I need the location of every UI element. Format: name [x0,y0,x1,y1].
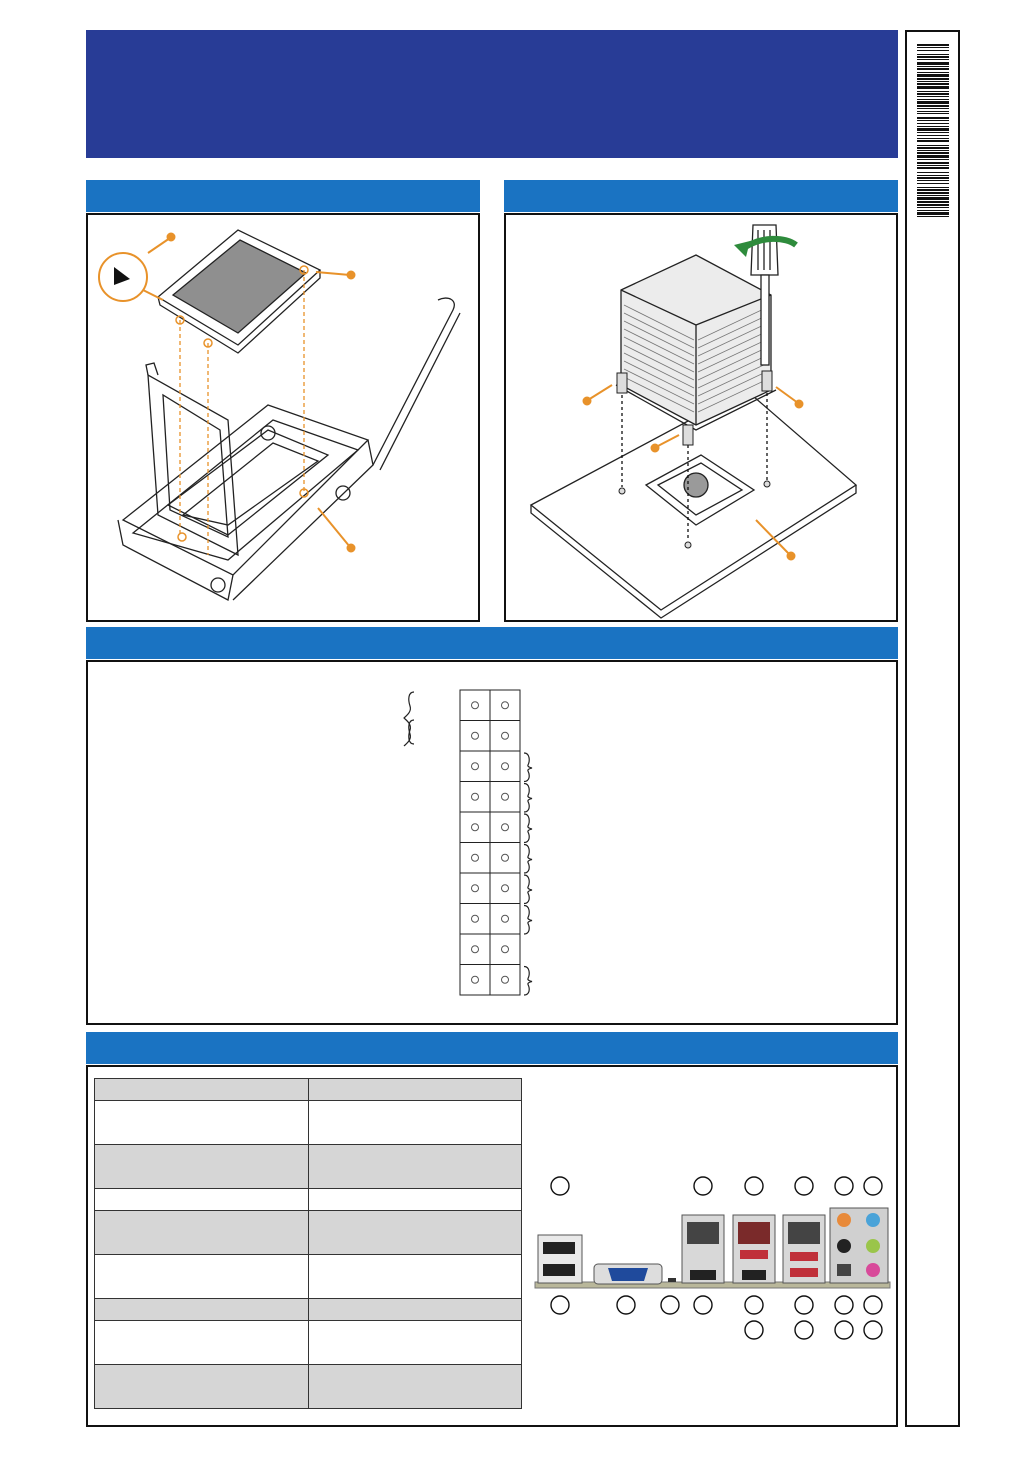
header-pin [472,885,479,892]
heatsink-install-panel [504,213,898,622]
pin-group-brace [524,845,532,874]
spec-cell [95,1079,309,1101]
header-pin [502,946,509,953]
pin-group-brace [524,814,532,843]
header-pin [472,732,479,739]
spec-cell [95,1299,309,1321]
callout-circle [694,1177,712,1195]
lan-usb-stack-3 [783,1215,825,1283]
spec-cell [308,1101,522,1145]
header-pin [502,915,509,922]
heatsink-illustration [506,215,896,620]
section-bar-back-panel [86,1032,898,1064]
spec-row [95,1211,522,1255]
header-pin [502,885,509,892]
io-panel-illustration [530,1170,895,1340]
header-pin [472,824,479,831]
spec-row [95,1365,522,1409]
cpu-install-panel [86,213,480,622]
lan-usb-stack-1 [682,1215,724,1283]
pin-group-brace [524,753,532,782]
header-banner [86,30,898,158]
spec-cell [95,1101,309,1145]
section-bar-cpu-install [86,180,480,212]
header-pin [472,763,479,770]
barcode-icon [907,32,958,1425]
spec-row [95,1145,522,1189]
section-bar-front-panel [86,627,898,659]
spec-row [95,1299,522,1321]
front-panel-pin-diagram [88,662,896,1023]
spec-cell [95,1321,309,1365]
spec-cell [308,1365,522,1409]
vga-port [594,1264,662,1284]
front-panel-header-panel [86,660,898,1025]
lan-usb-stack-2 [733,1215,775,1283]
cpu-socket-illustration [88,215,478,620]
spec-table [94,1078,522,1409]
header-pin [472,915,479,922]
callout-circle [864,1177,882,1195]
header-pin [502,763,509,770]
header-pin [502,976,509,983]
barcode-frame [905,30,960,1427]
spec-cell [308,1321,522,1365]
header-pin [472,854,479,861]
audio-jacks [830,1208,888,1283]
callout-circle [551,1177,569,1195]
spec-cell [308,1189,522,1211]
callout-circle [795,1177,813,1195]
spec-cell [95,1255,309,1299]
header-pin [472,702,479,709]
spec-row [95,1189,522,1211]
spec-cell [95,1365,309,1409]
pin-group-brace [524,967,532,996]
callout-circle [835,1177,853,1195]
header-pin [502,854,509,861]
spec-row [95,1101,522,1145]
callout-circle [745,1177,763,1195]
header-pin [472,976,479,983]
spec-cell [308,1255,522,1299]
pin-group-brace [524,875,532,904]
spec-row [95,1255,522,1299]
hdmi-dp-port [538,1235,582,1283]
spec-cell [95,1211,309,1255]
header-pin [472,946,479,953]
spec-cell [308,1299,522,1321]
header-pin [502,793,509,800]
spec-row [95,1321,522,1365]
spec-cell [95,1145,309,1189]
spec-cell [95,1189,309,1211]
section-bar-heatsink-install [504,180,898,212]
spec-cell [308,1145,522,1189]
header-pin [502,702,509,709]
spec-cell [308,1079,522,1101]
spec-cell [308,1211,522,1255]
header-pin [502,824,509,831]
spec-row [95,1079,522,1101]
pin-group-brace [524,906,532,935]
pin-group-brace [524,784,532,813]
header-pin [472,793,479,800]
header-pin [502,732,509,739]
